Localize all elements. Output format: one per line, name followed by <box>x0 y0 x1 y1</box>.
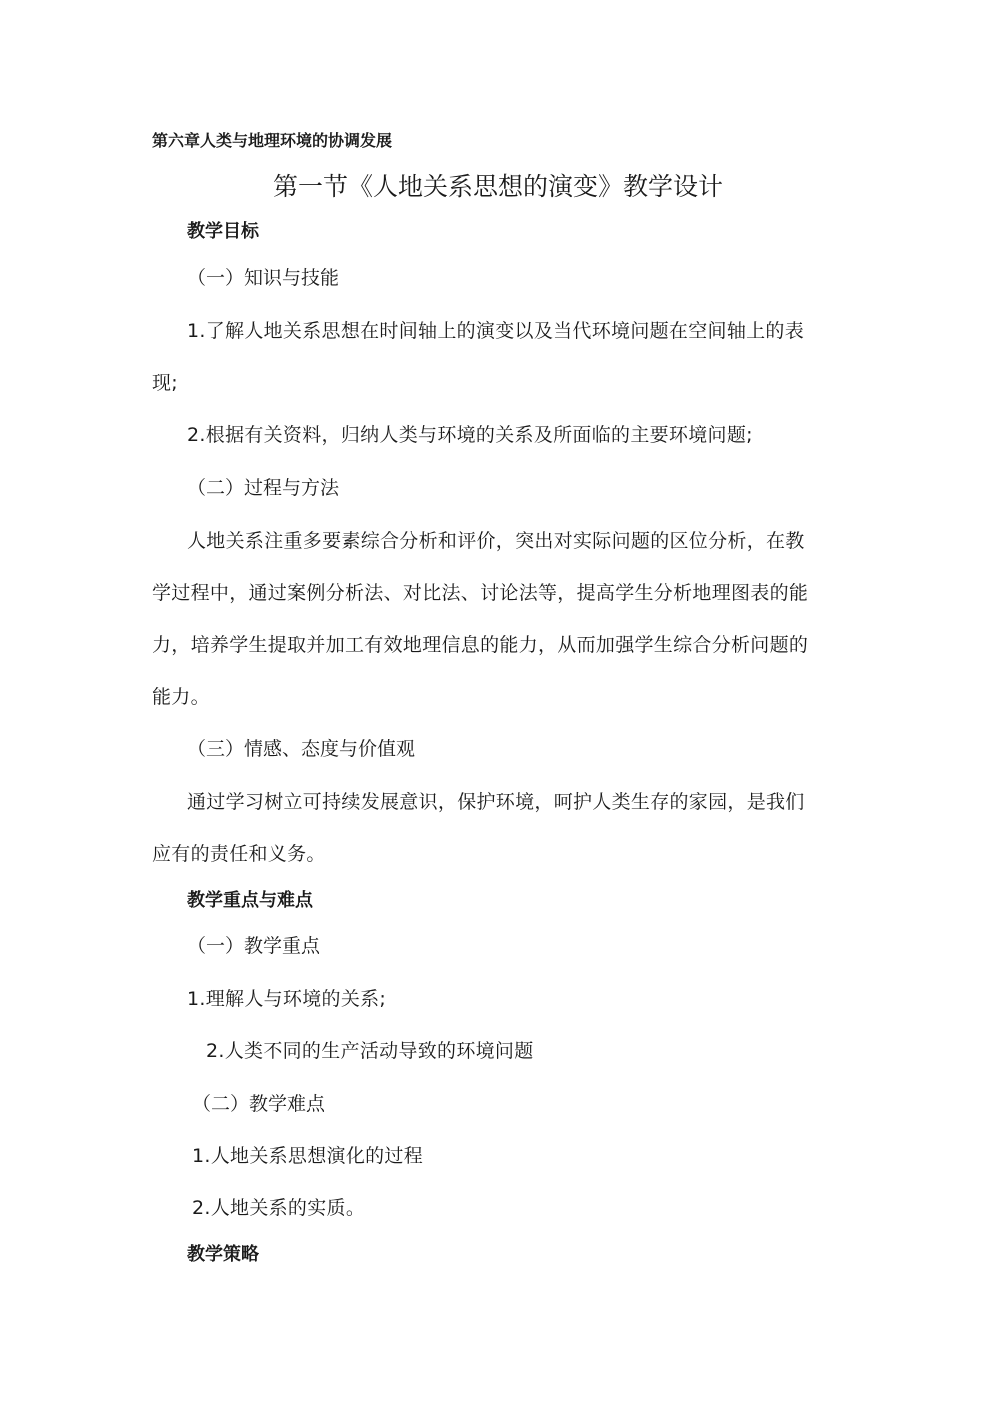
knowledge-item-1-line-2: 现; <box>152 372 179 394</box>
subsection-heading-focus: （一）教学重点 <box>187 935 321 957</box>
process-paragraph-line-4: 能力。 <box>152 686 210 708</box>
subsection-heading-knowledge: （一）知识与技能 <box>187 267 340 289</box>
subsection-heading-difficulty: （二）教学难点 <box>192 1093 326 1115</box>
focus-item-2: 2.人类不同的生产活动导致的环境问题 <box>206 1040 534 1062</box>
section-heading-strategy: 教学策略 <box>187 1244 259 1265</box>
page-title: 第一节《人地关系思想的演变》教学设计 <box>273 172 724 201</box>
subsection-heading-attitude: （三）情感、态度与价值观 <box>187 738 416 760</box>
process-paragraph-line-2: 学过程中，通过案例分析法、对比法、讨论法等，提高学生分析地理图表的能 <box>152 582 809 604</box>
section-heading-objectives: 教学目标 <box>187 221 259 242</box>
subsection-heading-process: （二）过程与方法 <box>187 477 340 499</box>
knowledge-item-1-line-1: 1.了解人地关系思想在时间轴上的演变以及当代环境问题在空间轴上的表 <box>187 320 805 342</box>
difficulty-item-2: 2.人地关系的实质。 <box>192 1197 366 1219</box>
focus-item-1: 1.理解人与环境的关系; <box>187 988 387 1010</box>
process-paragraph-line-1: 人地关系注重多要素综合分析和评价，突出对实际问题的区位分析，在教 <box>187 530 805 552</box>
knowledge-item-2: 2.根据有关资料，归纳人类与环境的关系及所面临的主要环境问题; <box>187 424 753 446</box>
process-paragraph-line-3: 力，培养学生提取并加工有效地理信息的能力，从而加强学生综合分析问题的 <box>152 634 809 656</box>
difficulty-item-1: 1.人地关系思想演化的过程 <box>192 1145 424 1167</box>
attitude-paragraph-line-2: 应有的责任和义务。 <box>152 843 326 865</box>
section-heading-key-points: 教学重点与难点 <box>187 890 313 911</box>
attitude-paragraph-line-1: 通过学习树立可持续发展意识，保护环境，呵护人类生存的家园，是我们 <box>187 791 805 813</box>
chapter-heading: 第六章人类与地理环境的协调发展 <box>152 131 393 150</box>
